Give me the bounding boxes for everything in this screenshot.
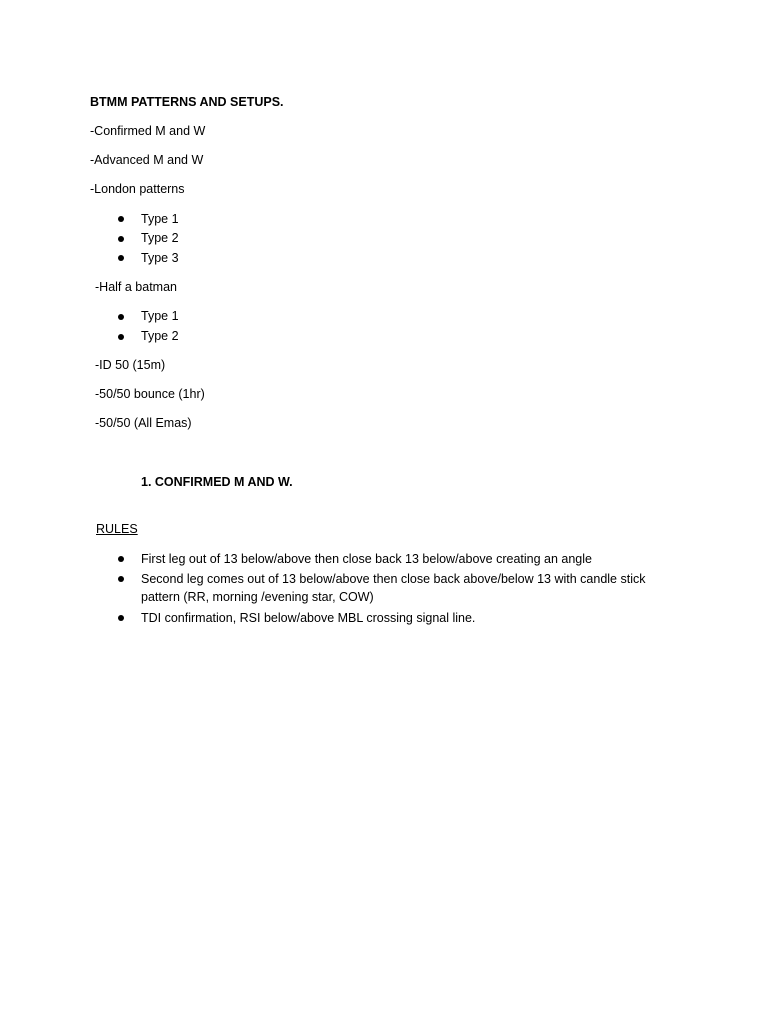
london-type-1: Type 1 bbox=[141, 212, 179, 226]
rules-heading: RULES bbox=[96, 522, 138, 536]
london-type-3: Type 3 bbox=[141, 251, 179, 265]
bullet-icon bbox=[118, 576, 124, 582]
london-type-2: Type 2 bbox=[141, 231, 179, 245]
bullet-icon bbox=[118, 216, 124, 222]
half-batman-label: -Half a batman bbox=[95, 280, 177, 294]
half-batman-type-1: Type 1 bbox=[141, 309, 179, 323]
bullet-icon bbox=[118, 236, 124, 242]
list-item-confirmed-m-w: -Confirmed M and W bbox=[90, 124, 206, 138]
bullet-icon bbox=[118, 334, 124, 340]
rule-item-2: Second leg comes out of 13 below/above then close back above/below 13 with candle stick pattern (RR, morning /evening star, COW) bbox=[141, 572, 646, 604]
rule-item-3: TDI confirmation, RSI below/above MBL crossing signal line. bbox=[141, 611, 476, 625]
bullet-icon bbox=[118, 314, 124, 320]
bullet-icon bbox=[118, 255, 124, 261]
bullet-icon bbox=[118, 615, 124, 621]
half-batman-type-2: Type 2 bbox=[141, 329, 179, 343]
bullet-icon bbox=[118, 556, 124, 562]
list-item-london-patterns: -London patterns bbox=[90, 182, 185, 196]
document-title: BTMM PATTERNS AND SETUPS. bbox=[90, 95, 284, 109]
list-item-5050-emas: -50/50 (All Emas) bbox=[95, 416, 192, 430]
section-heading: 1. CONFIRMED M AND W. bbox=[141, 475, 293, 489]
list-item-5050-bounce: -50/50 bounce (1hr) bbox=[95, 387, 205, 401]
list-item-id50: -ID 50 (15m) bbox=[95, 358, 166, 372]
list-item-advanced-m-w: -Advanced M and W bbox=[90, 153, 204, 167]
rule-item-1: First leg out of 13 below/above then close back 13 below/above creating an angle bbox=[141, 552, 592, 566]
